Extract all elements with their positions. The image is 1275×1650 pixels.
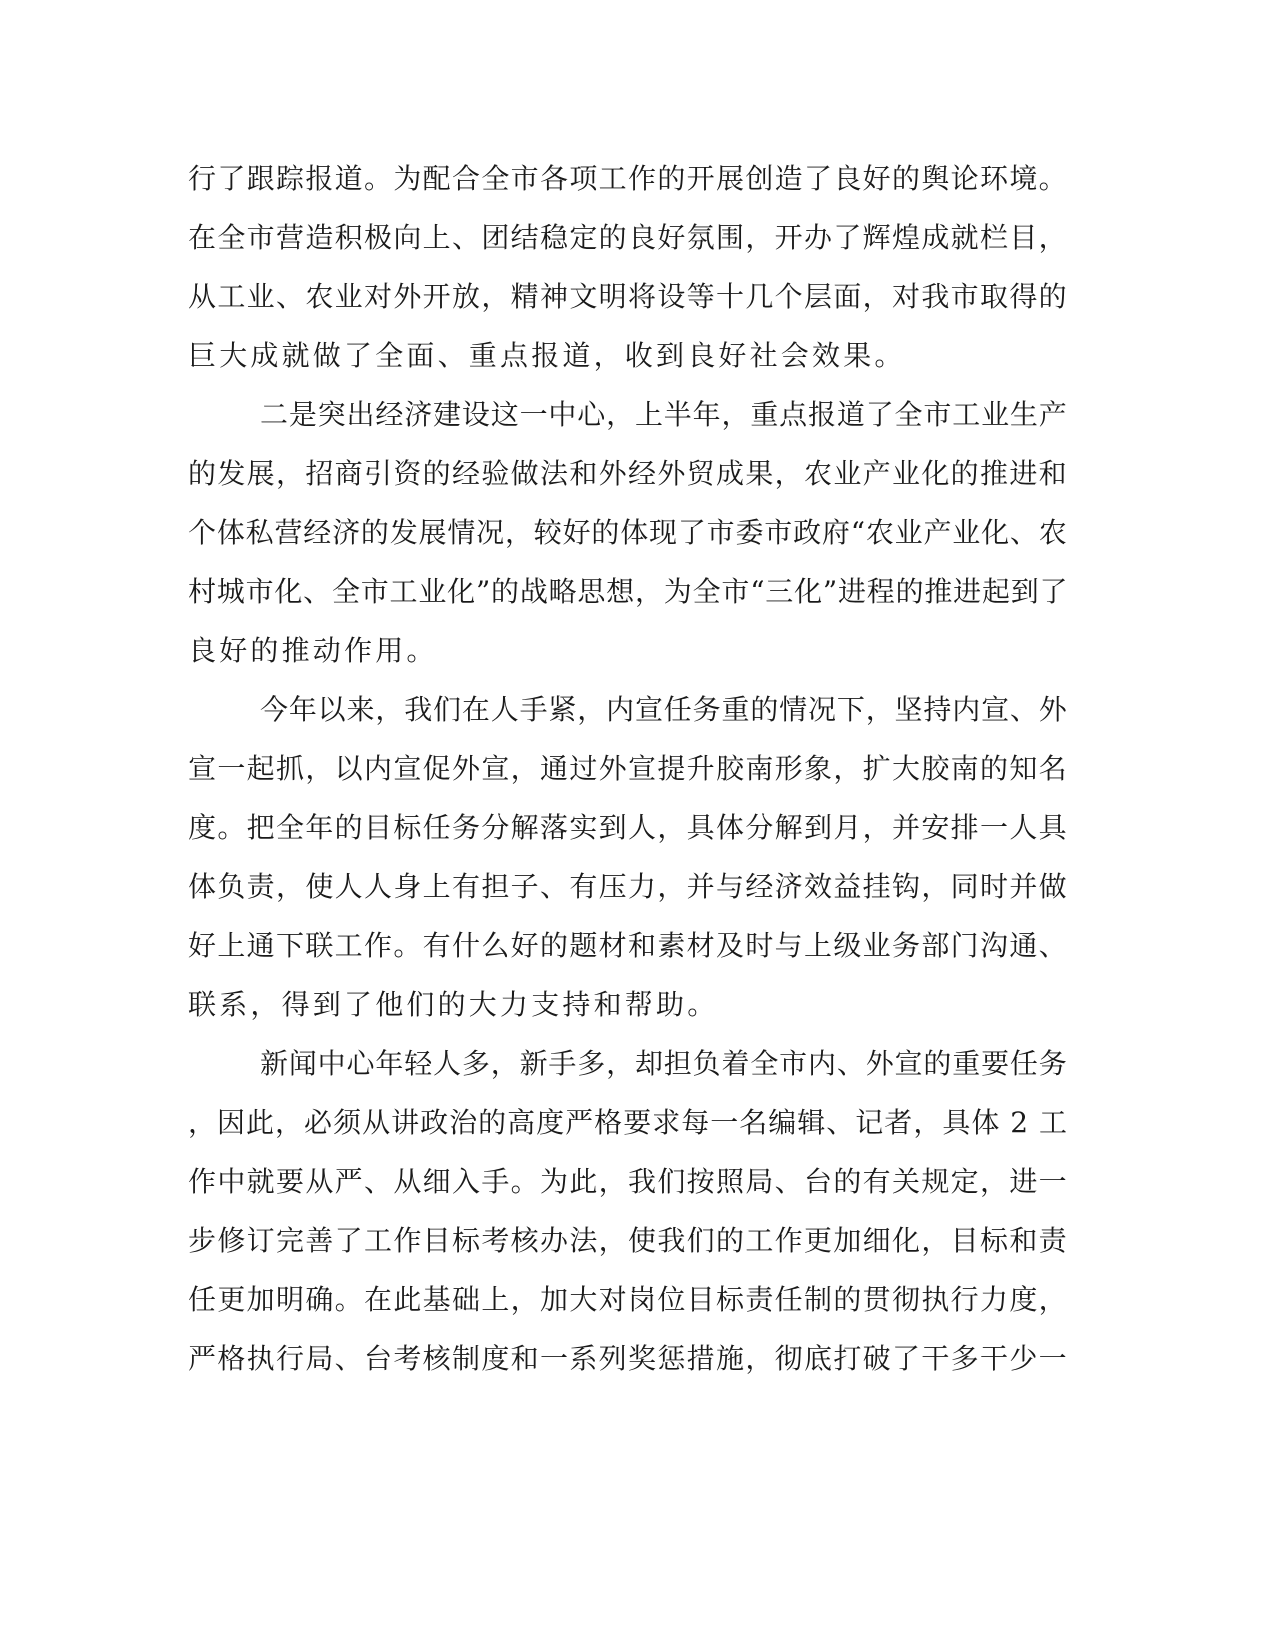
text-line: 好上通下联工作。有什么好的题材和素材及时与上级业务部门沟通、 — [188, 929, 1069, 962]
text-line: 的发展，招商引资的经验做法和外经外贸成果，农业产业化的推进和 — [188, 457, 1069, 490]
text-line: 从工业、农业对外开放，精神文明将设等十几个层面，对我市取得的 — [188, 280, 1069, 313]
text-line: 良好的推动作用。 — [188, 634, 438, 667]
text-line: 度。把全年的目标任务分解落实到人，具体分解到月，并安排一人具 — [188, 811, 1069, 844]
text-line: 任更加明确。在此基础上，加大对岗位目标责任制的贯彻执行力度， — [188, 1283, 1069, 1316]
text-line: 在全市营造积极向上、团结稳定的良好氛围，开办了辉煌成就栏目， — [188, 221, 1069, 254]
text-line: 联系，得到了他们的大力支持和帮助。 — [188, 988, 719, 1021]
text-line: 个体私营经济的发展情况，较好的体现了市委市政府“农业产业化、农 — [188, 516, 1068, 549]
paragraph-start-line: 二是突出经济建设这一中心，上半年，重点报道了全市工业生产 — [260, 398, 1068, 431]
text-line: 作中就要从严、从细入手。为此，我们按照局、台的有关规定，进一 — [188, 1165, 1069, 1198]
text-line: 步修订完善了工作目标考核办法，使我们的工作更加细化，目标和责 — [188, 1224, 1069, 1257]
text-line: 宣一起抓，以内宣促外宣，通过外宣提升胶南形象，扩大胶南的知名 — [188, 752, 1069, 785]
text-line: ，因此，必须从讲政治的高度严格要求每一名编辑、记者，具体 2 工 — [188, 1106, 1069, 1139]
text-line: 严格执行局、台考核制度和一系列奖惩措施，彻底打破了干多干少一 — [188, 1342, 1069, 1375]
paragraph-start-line: 新闻中心年轻人多，新手多，却担负着全市内、外宣的重要任务 — [260, 1047, 1068, 1080]
text-line: 巨大成就做了全面、重点报道，收到良好社会效果。 — [188, 339, 906, 372]
text-line: 行了跟踪报道。为配合全市各项工作的开展创造了良好的舆论环境。 — [188, 162, 1069, 195]
text-line: 村城市化、全市工业化”的战略思想，为全市“三化”进程的推进起到了 — [188, 575, 1069, 608]
paragraph-start-line: 今年以来，我们在人手紧，内宣任务重的情况下，坚持内宣、外 — [260, 693, 1068, 726]
text-line: 体负责，使人人身上有担子、有压力，并与经济效益挂钩，同时并做 — [188, 870, 1069, 903]
